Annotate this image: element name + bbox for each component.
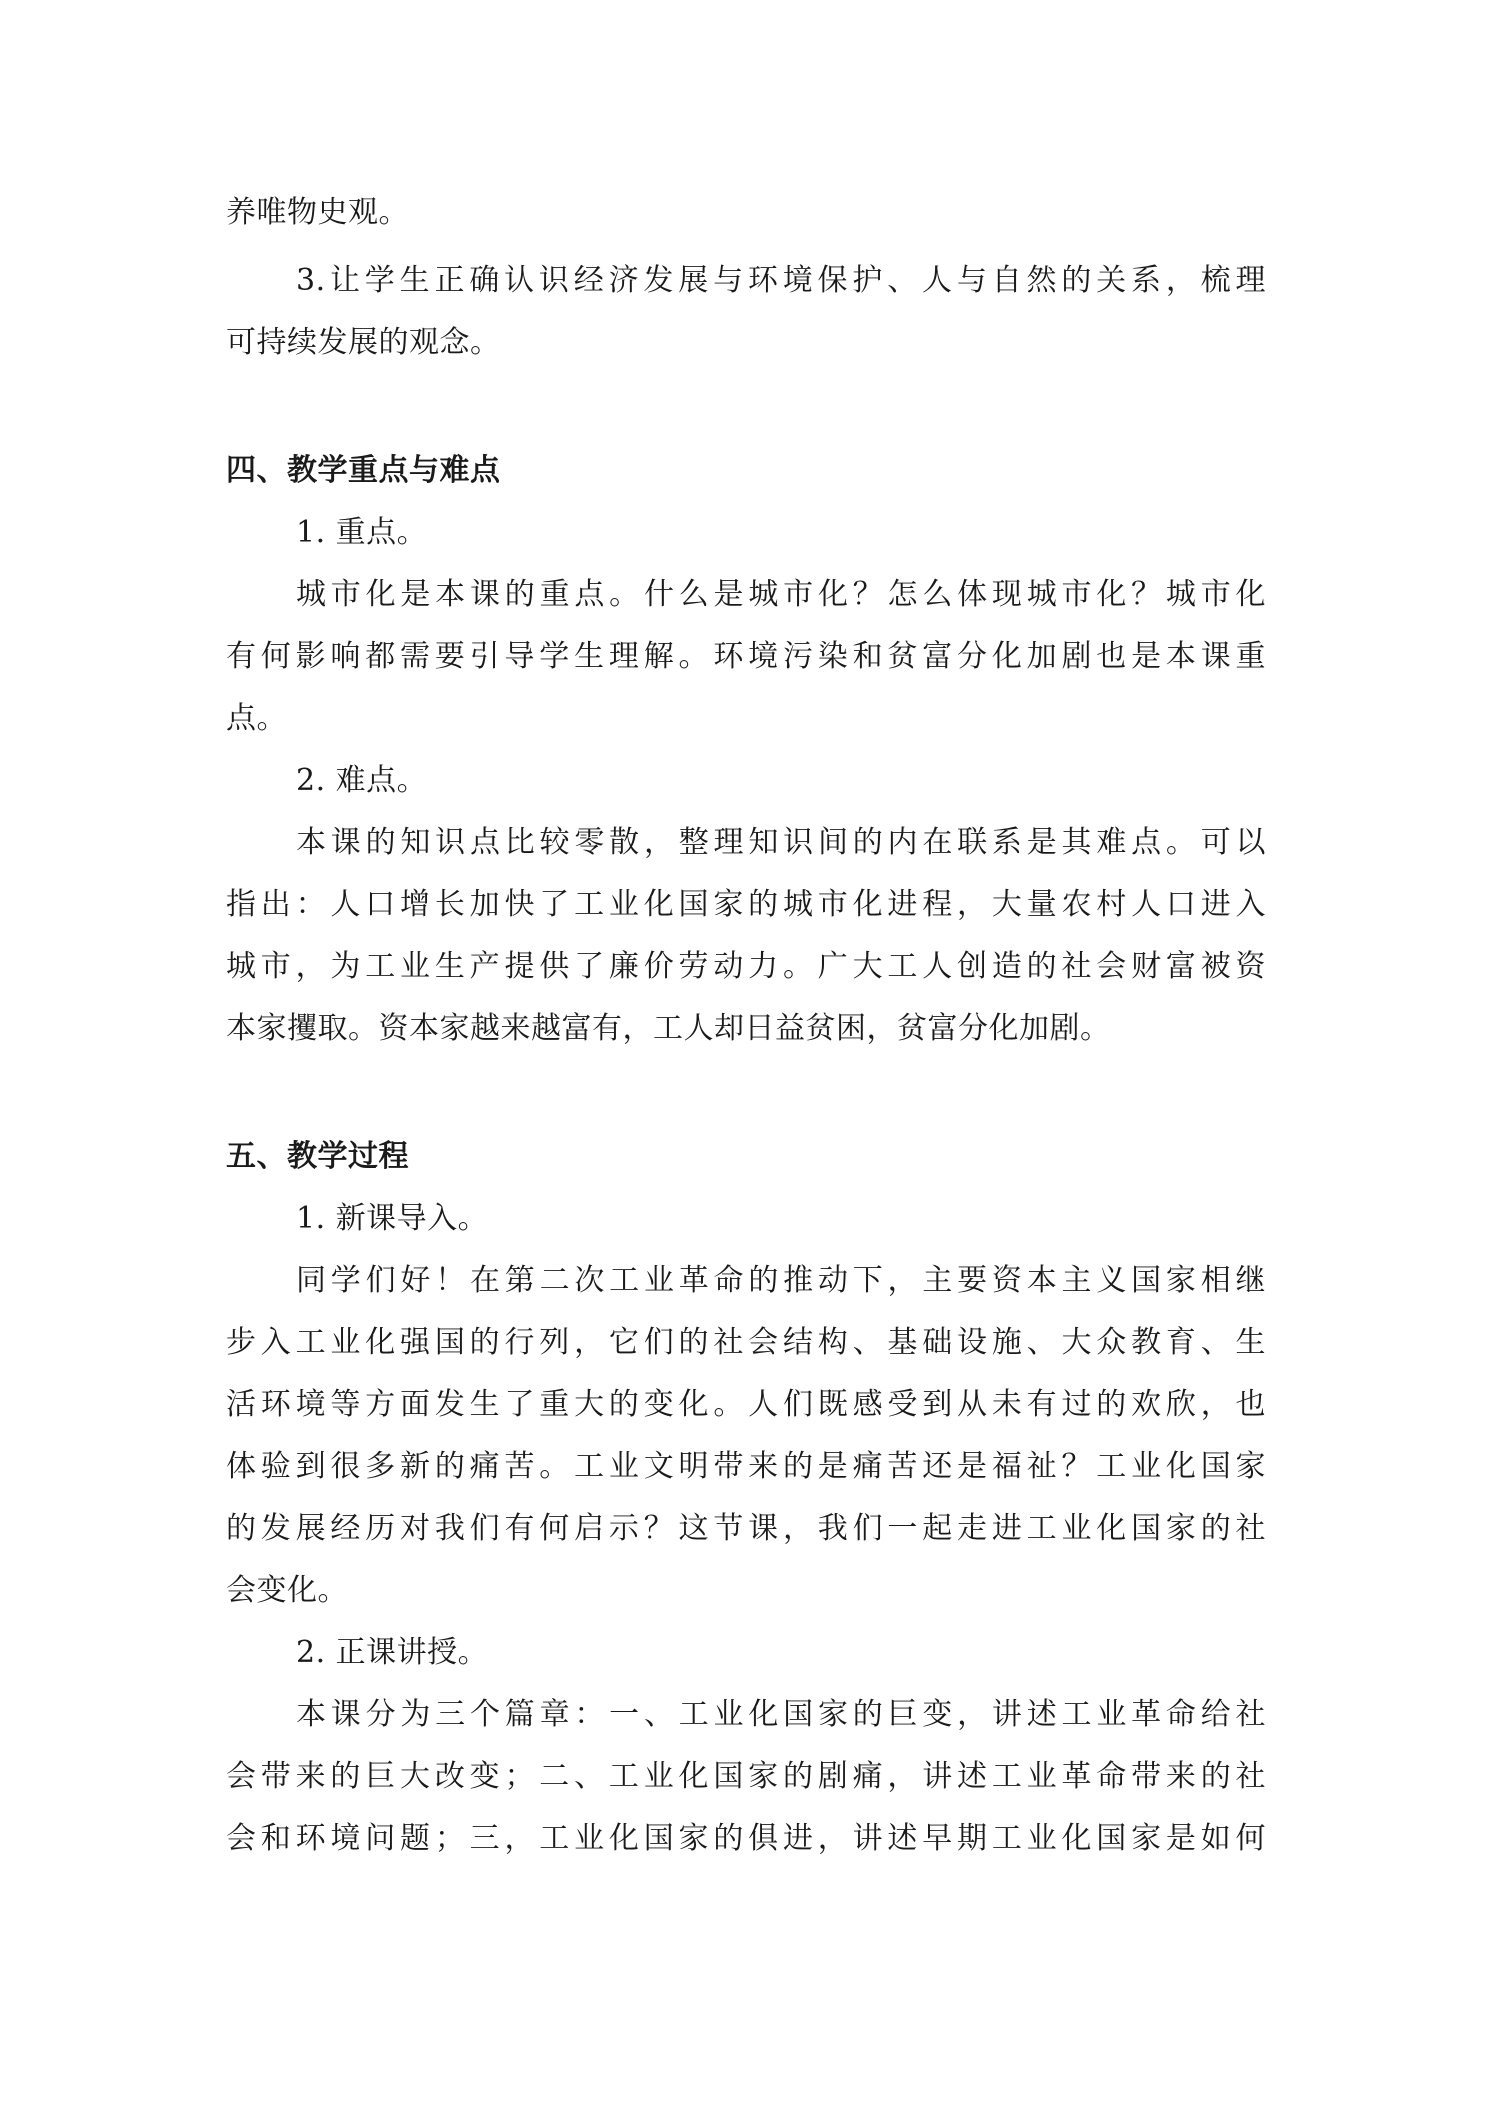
subheading: 2. 正课讲授。 <box>296 1635 489 1670</box>
text-line: 活环境等方面发生了重大的变化。人们既感受到从未有过的欢欣，也 <box>226 1387 1266 1422</box>
text-line: 指出：人口增长加快了工业化国家的城市化进程，大量农村人口进入 <box>226 887 1266 922</box>
text-line: 有何影响都需要引导学生理解。环境污染和贫富分化加剧也是本课重 <box>226 639 1266 674</box>
text-line: 3.让学生正确认识经济发展与环境保护、人与自然的关系，梳理 <box>296 263 1266 298</box>
subheading: 1. 重点。 <box>296 515 428 550</box>
text-line: 点。 <box>226 701 287 736</box>
text-line: 会变化。 <box>226 1573 348 1608</box>
text-line: 体验到很多新的痛苦。工业文明带来的是痛苦还是福祉？工业化国家 <box>226 1449 1266 1484</box>
subheading: 2. 难点。 <box>296 763 428 798</box>
text-line: 同学们好！在第二次工业革命的推动下，主要资本主义国家相继 <box>296 1263 1266 1298</box>
text-line: 的发展经历对我们有何启示？这节课，我们一起走进工业化国家的社 <box>226 1511 1266 1546</box>
text-line: 养唯物史观。 <box>226 195 409 230</box>
text-line: 可持续发展的观念。 <box>226 325 501 360</box>
text-line: 城市，为工业生产提供了廉价劳动力。广大工人创造的社会财富被资 <box>226 949 1266 984</box>
text-line: 城市化是本课的重点。什么是城市化？怎么体现城市化？城市化 <box>296 577 1266 612</box>
text-line: 本家攫取。资本家越来越富有，工人却日益贫困，贫富分化加剧。 <box>226 1011 1111 1046</box>
text-line: 步入工业化强国的行列，它们的社会结构、基础设施、大众教育、生 <box>226 1325 1266 1360</box>
subheading: 1. 新课导入。 <box>296 1201 489 1236</box>
text-line: 会带来的巨大改变；二、工业化国家的剧痛，讲述工业革命带来的社 <box>226 1759 1266 1794</box>
text-line: 本课分为三个篇章：一、工业化国家的巨变，讲述工业革命给社 <box>296 1697 1266 1732</box>
text-line: 会和环境问题；三，工业化国家的俱进，讲述早期工业化国家是如何 <box>226 1821 1266 1856</box>
section-heading: 四、教学重点与难点 <box>226 453 501 488</box>
text-line: 本课的知识点比较零散，整理知识间的内在联系是其难点。可以 <box>296 825 1266 860</box>
section-heading: 五、教学过程 <box>226 1139 409 1174</box>
